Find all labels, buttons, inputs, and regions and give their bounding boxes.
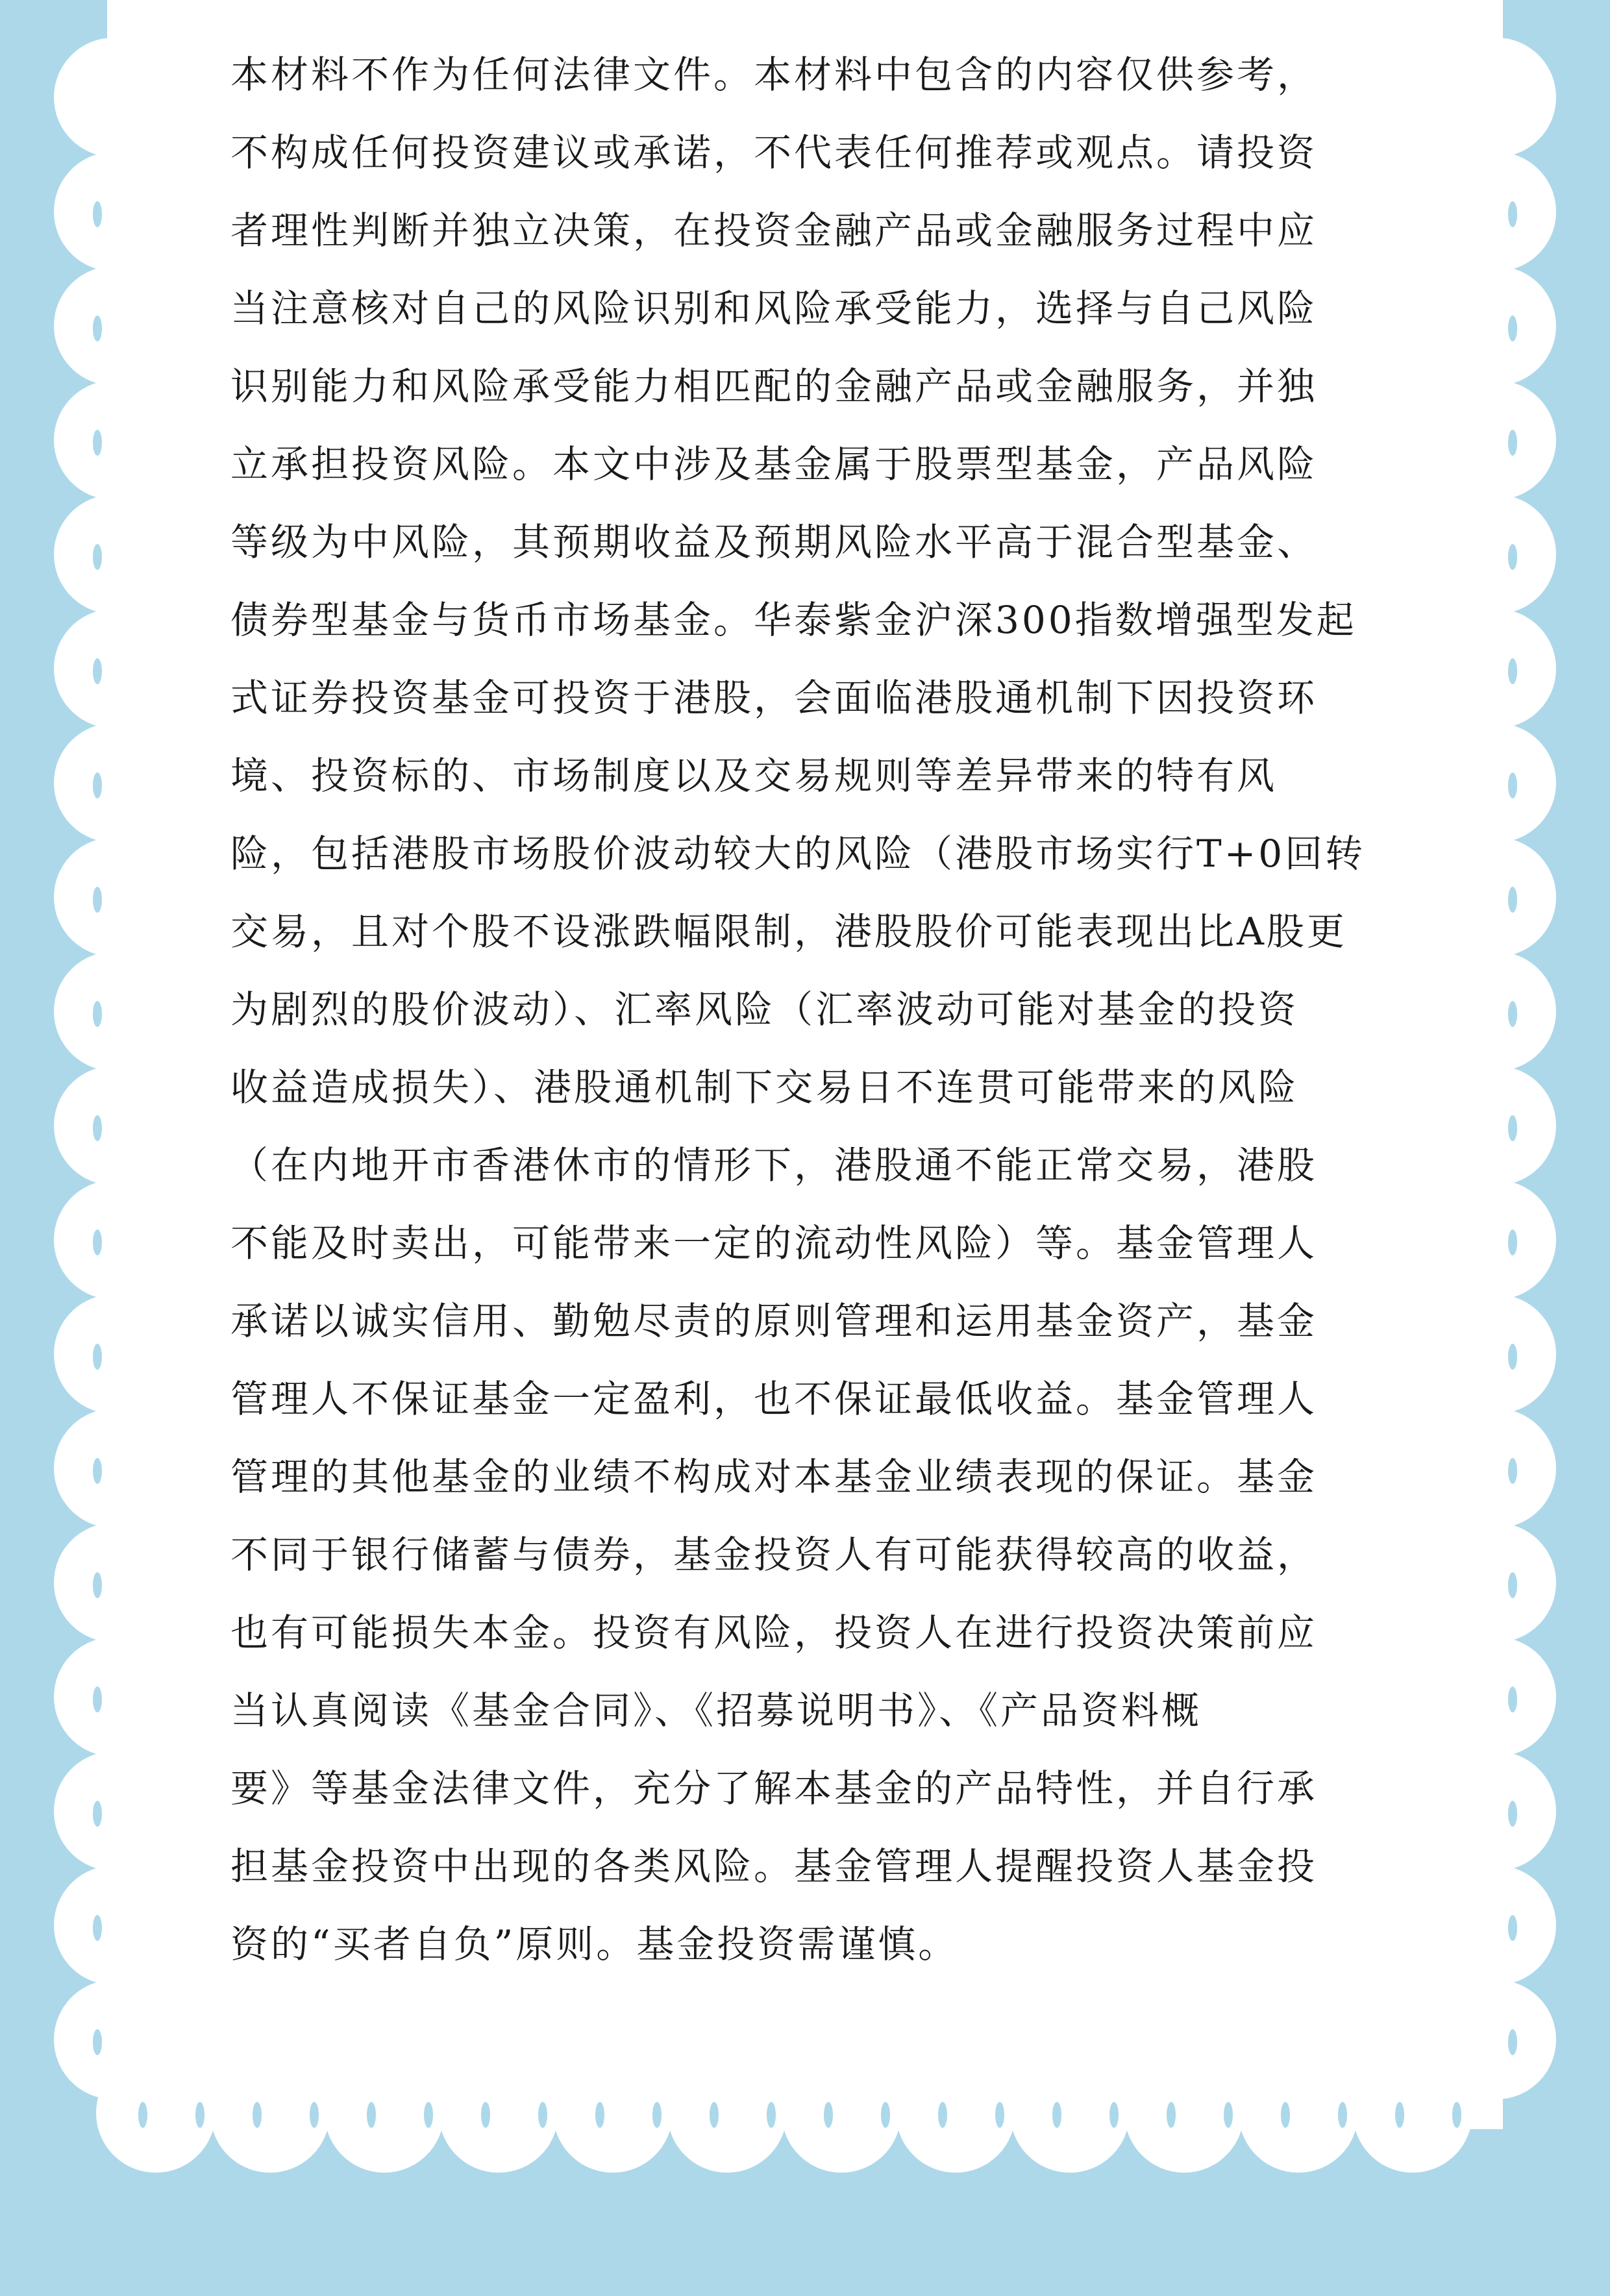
- decor-dot-bottom: [1281, 2102, 1290, 2128]
- scallop-right: [1437, 266, 1556, 386]
- scallop-right: [1437, 1180, 1556, 1300]
- scallop-left: [54, 723, 173, 843]
- scallop-left: [54, 380, 173, 500]
- scallop-left: [54, 1180, 173, 1300]
- decor-dot-bottom: [310, 2102, 319, 2128]
- decor-dot-bottom: [824, 2102, 833, 2128]
- scallop-left: [54, 38, 173, 157]
- scallop-right: [1437, 1523, 1556, 1642]
- disclaimer-line: （在内地开市香港休市的情形下，港股通不能正常交易，港股: [230, 1143, 1318, 1187]
- scallop-left: [54, 495, 173, 614]
- decor-dot-right: [1508, 1115, 1517, 1141]
- decor-dot-bottom: [881, 2102, 890, 2128]
- scallop-right: [1437, 1866, 1556, 1985]
- scallop-left: [54, 152, 173, 271]
- disclaimer-line: 险，包括港股市场股价波动较大的风险（港股市场实行T+0回转: [230, 832, 1366, 876]
- disclaimer-line: 式证券投资基金可投资于港股，会面临港股通机制下因投资环: [230, 676, 1318, 720]
- scallop-left: [54, 1409, 173, 1528]
- decor-dot-right: [1508, 201, 1517, 227]
- scallop-left: [54, 609, 173, 728]
- decor-dot-left: [93, 1115, 102, 1141]
- disclaimer-line: 境、投资标的、市场制度以及交易规则等差异带来的特有风: [230, 754, 1278, 798]
- scallop-right: [1437, 609, 1556, 728]
- scallop-right: [1437, 952, 1556, 1071]
- decor-dot-left: [93, 772, 102, 798]
- decor-dot-right: [1508, 1915, 1517, 1941]
- disclaimer-line: 不能及时卖出，可能带来一定的流动性风险）等。基金管理人: [230, 1221, 1318, 1265]
- scallop-left: [54, 1523, 173, 1642]
- decor-dot-right: [1508, 1344, 1517, 1370]
- decor-dot-right: [1508, 1801, 1517, 1827]
- decor-dot-bottom: [595, 2102, 604, 2128]
- scallop-left: [54, 952, 173, 1071]
- decor-dot-bottom: [767, 2102, 776, 2128]
- scallop-left: [54, 837, 173, 957]
- decor-dot-bottom: [138, 2102, 147, 2128]
- decor-dot-bottom: [1109, 2102, 1119, 2128]
- decor-dot-bottom: [1224, 2102, 1233, 2128]
- decor-dot-left: [93, 887, 102, 913]
- paper-body: [107, 1999, 1503, 2116]
- scallop-right: [1437, 1409, 1556, 1528]
- disclaimer-text-block: [230, 36, 1380, 1983]
- decor-dot-left: [93, 658, 102, 684]
- decor-dot-bottom: [481, 2102, 490, 2128]
- decor-dot-right: [1508, 1001, 1517, 1027]
- disclaimer-line: 也有可能损失本金。投资有风险，投资人在进行投资决策前应: [230, 1611, 1318, 1655]
- scallop-right: [1437, 495, 1556, 614]
- disclaimer-line: 债券型基金与货币市场基金。华泰紫金沪深300指数增强型发起: [230, 598, 1357, 642]
- scallop-left: [54, 1751, 173, 1871]
- decor-dot-left: [93, 1801, 102, 1827]
- decor-dot-bottom: [367, 2102, 376, 2128]
- scallop-right: [1437, 1294, 1556, 1414]
- decor-dot-bottom: [1395, 2102, 1404, 2128]
- decor-dot-bottom: [424, 2102, 433, 2128]
- disclaimer-line: 立承担投资风险。本文中涉及基金属于股票型基金，产品风险: [230, 442, 1318, 486]
- disclaimer-line: 不同于银行储蓄与债券，基金投资人有可能获得较高的收益，: [230, 1533, 1318, 1577]
- decor-dot-left: [93, 1572, 102, 1598]
- decor-dot-left: [93, 430, 102, 456]
- decor-dot-bottom: [1452, 2102, 1461, 2128]
- decor-dot-bottom: [710, 2102, 719, 2128]
- disclaimer-line: 等级为中风险，其预期收益及预期风险水平高于混合型基金、: [230, 520, 1318, 564]
- decor-dot-right: [1508, 1458, 1517, 1484]
- disclaimer-line: 交易，且对个股不设涨跌幅限制，港股股价可能表现出比A股更: [230, 909, 1347, 954]
- scallop-right: [1437, 38, 1556, 157]
- decor-dot-right: [1508, 315, 1517, 341]
- decor-dot-right: [1508, 430, 1517, 456]
- disclaimer-line: 不构成任何投资建议或承诺，不代表任何推荐或观点。请投资: [230, 130, 1318, 175]
- decor-dot-right: [1508, 887, 1517, 913]
- disclaimer-line: 资的“买者自负”原则。基金投资需谨慎。: [230, 1922, 959, 1966]
- disclaimer-line: 收益造成损失）、港股通机制下交易日不连贯可能带来的风险: [230, 1065, 1299, 1109]
- decor-dot-left: [93, 1229, 102, 1255]
- scallop-left: [54, 1637, 173, 1757]
- decor-dot-bottom: [195, 2102, 204, 2128]
- decor-dot-left: [93, 315, 102, 341]
- decor-dot-left: [93, 2029, 102, 2055]
- decor-dot-left: [93, 201, 102, 227]
- decor-dot-bottom: [938, 2102, 947, 2128]
- scallop-right: [1437, 1637, 1556, 1757]
- scallop-left: [54, 1866, 173, 1985]
- scallop-right: [1437, 723, 1556, 843]
- scallop-right: [1437, 1751, 1556, 1871]
- decor-dot-left: [93, 544, 102, 570]
- scallop-right: [1437, 152, 1556, 271]
- decor-dot-bottom: [1052, 2102, 1061, 2128]
- disclaimer-line: 承诺以诚实信用、勤勉尽责的原则管理和运用基金资产，基金: [230, 1299, 1318, 1343]
- decor-dot-bottom: [253, 2102, 262, 2128]
- decor-dot-left: [93, 1458, 102, 1484]
- disclaimer-line: 当认真阅读《基金合同》、《招募说明书》、《产品资料概: [230, 1688, 1202, 1733]
- disclaimer-line: 担基金投资中出现的各类风险。基金管理人提醒投资人基金投: [230, 1844, 1318, 1888]
- decor-dot-bottom: [1167, 2102, 1176, 2128]
- decor-dot-right: [1508, 658, 1517, 684]
- scallop-left: [54, 1066, 173, 1185]
- decor-dot-bottom: [995, 2102, 1004, 2128]
- disclaimer-line: 本材料不作为任何法律文件。本材料中包含的内容仅供参考，: [230, 53, 1318, 97]
- decor-dot-bottom: [538, 2102, 547, 2128]
- decor-dot-left: [93, 1344, 102, 1370]
- disclaimer-line: 要》等基金法律文件，充分了解本基金的产品特性，并自行承: [230, 1766, 1318, 1810]
- decor-dot-right: [1508, 544, 1517, 570]
- scallop-right: [1437, 1066, 1556, 1185]
- scallop-left: [54, 266, 173, 386]
- disclaimer-line: 管理的其他基金的业绩不构成对本基金业绩表现的保证。基金: [230, 1455, 1318, 1499]
- decor-dot-right: [1508, 2029, 1517, 2055]
- decor-dot-bottom: [652, 2102, 662, 2128]
- decor-dot-right: [1508, 1229, 1517, 1255]
- decor-dot-left: [93, 1001, 102, 1027]
- disclaimer-line: 识别能力和风险承受能力相匹配的金融产品或金融服务，并独: [230, 364, 1318, 408]
- disclaimer-line: 当注意核对自己的风险识别和风险承受能力，选择与自己风险: [230, 286, 1318, 330]
- disclaimer-line: 为剧烈的股价波动）、汇率风险（汇率波动可能对基金的投资: [230, 987, 1299, 1031]
- scallop-right: [1437, 380, 1556, 500]
- decor-dot-right: [1508, 1686, 1517, 1712]
- decor-dot-bottom: [1338, 2102, 1347, 2128]
- scallop-left: [54, 1294, 173, 1414]
- decor-dot-right: [1508, 1572, 1517, 1598]
- decor-dot-right: [1508, 772, 1517, 798]
- scallop-right: [1437, 837, 1556, 957]
- decor-dot-left: [93, 1686, 102, 1712]
- disclaimer-line: 管理人不保证基金一定盈利，也不保证最低收益。基金管理人: [230, 1377, 1318, 1421]
- disclaimer-line: 者理性判断并独立决策，在投资金融产品或金融服务过程中应: [230, 208, 1318, 253]
- decor-dot-left: [93, 1915, 102, 1941]
